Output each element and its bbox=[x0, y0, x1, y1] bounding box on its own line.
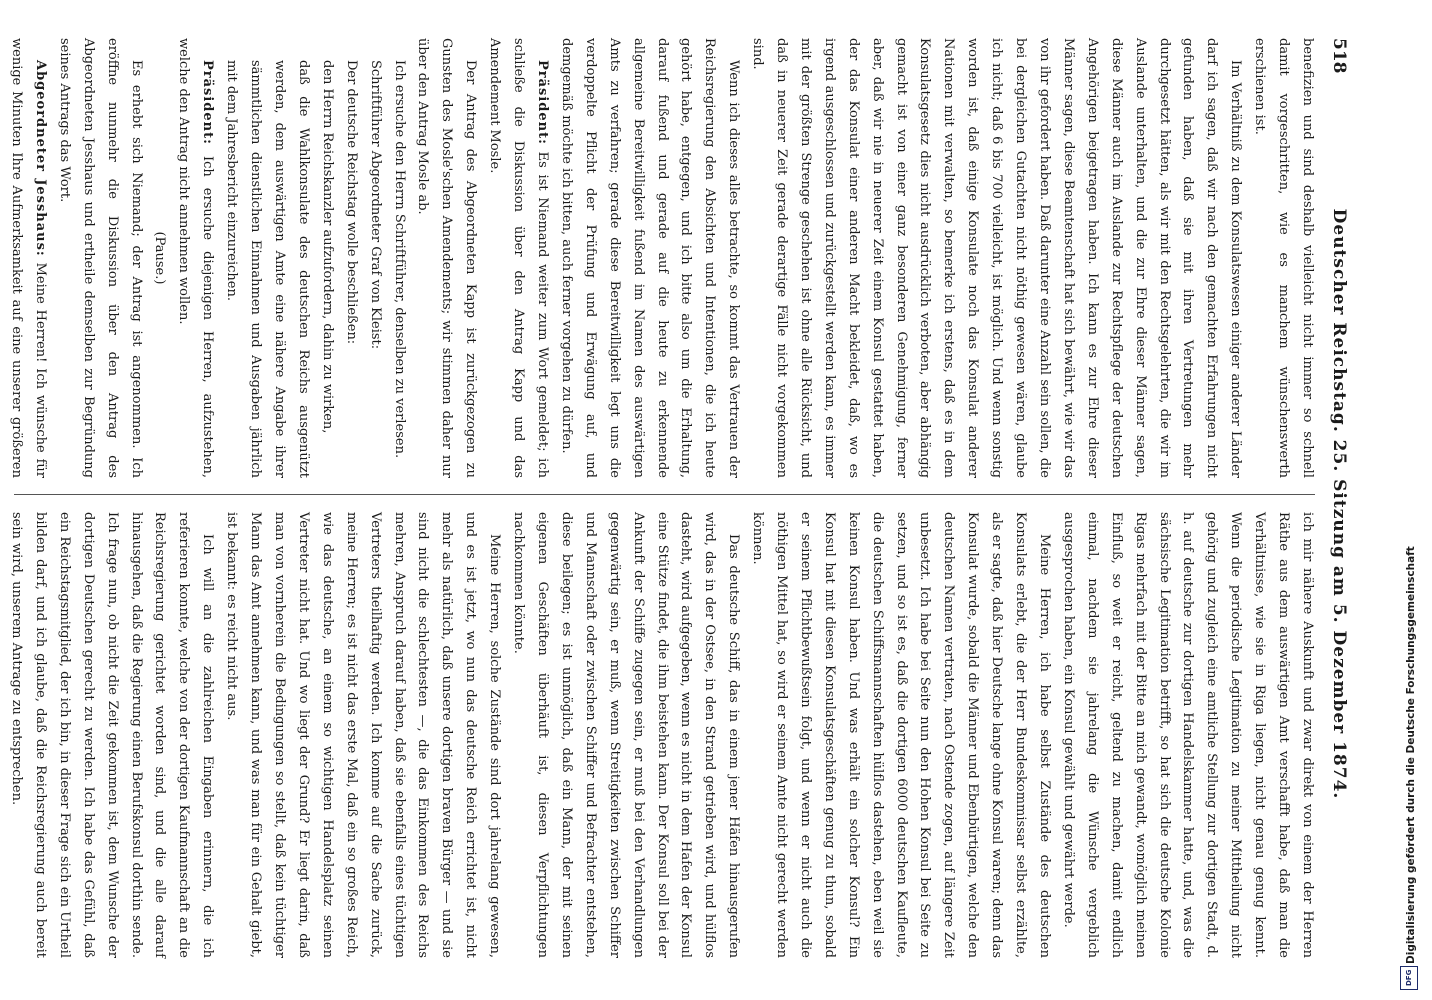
paragraph-text: Wenn ich dieses alles betrachte, so kommt das Vertrauen der Reichsregierung den Absichten und Intentionen, die ich heute gehört habe, entgegen, und ich bitte also um die Erhaltung, darauf fußend und gerade auf die heute zu erkennende allgemeine Bereitwilligkeit fußend im Namen des auswärtigen Amts zu verfahren; gerade diese Bereitwilligkeit legt uns die verdoppelte Pflicht der Prüfung und Erwägung auf, und demgemäß möchte ich bitten, auch ferner vorgehen zu dürfen. bbox=[558, 38, 742, 478]
paragraph bbox=[1247, 38, 1319, 478]
paragraph-text: Meine Herren! Ich wünsche für wenige Minuten Ihre Aufmerksamkeit auf eine unserer größeren bbox=[9, 38, 48, 478]
paragraph bbox=[387, 38, 411, 478]
paragraph-text: Meine Herren, solche Zustände sind dort jahrelang gewesen, und es ist jetzt, wo nun das deutsche Reich errichtet ist, nicht mehr als natürlich, daß unsere dortigen braven Bürger — und sie sind nicht die schlechtesten —, die das Einkommen des Reichs mehren, Anspruch darauf haben, daß sie ebenfalls eines tüchtigen Vertreters theilhaftig werden. Ich komme auf die Sache zurück, meine Herren; es ist nicht das erste Mal, daß ein so großes Reich, wie das deutsche, an einem so wichtigen Handelsplatz seinen Vertreter nicht hat. Und wo liegt der Grund? Er liegt darin, daß man von vornherein die Bedingungen so stellt, daß kein tüchtiger Mann das Amt annehmen kann, und was man für ein Gehalt giebt, ist bekannt: es reicht nicht aus. bbox=[224, 512, 503, 958]
paragraph-text: Der Antrag des Abgeordneten Kapp ist zurückgezogen zu Gunsten des Mosle'schen Amendements; wir stimmen daher nur über den Antrag Mosle ab. bbox=[415, 38, 479, 478]
paragraph bbox=[148, 38, 172, 478]
paragraph bbox=[219, 38, 315, 478]
paragraph bbox=[363, 38, 387, 478]
paragraph-text: (Pause.) bbox=[152, 231, 168, 285]
paragraph-text: den Herrn Reichskanzler aufzufordern, dahin zu wirken, bbox=[319, 60, 335, 434]
paragraph bbox=[482, 38, 554, 478]
speaker-name: Abgeordneter Jesshaus: bbox=[32, 60, 48, 257]
paragraph bbox=[0, 38, 52, 478]
left-column bbox=[9, 38, 1319, 478]
speaker-name: Präsident: bbox=[535, 60, 550, 145]
paragraph bbox=[172, 38, 220, 478]
paragraph bbox=[411, 38, 483, 478]
paragraph bbox=[0, 512, 4, 958]
page-header bbox=[1323, 38, 1349, 970]
paragraph-text: Im Verhältniß zu dem Konsulatswesen einiger anderer Länder darf ich sagen, daß wir nach den gemachten Erfahrungen nicht gefunden haben, daß sie mit ihren Vertretungen mehr durchgesetzt hätten, als wir mit den Rechtsgelehrten, die wir im Auslande unterhalten, und die zur Ehre dieser Männer sagen, diese Männer auch im Auslande zur Rechtspflege der deutschen Angehörigen beigetragen haben. Ich kann es zur Ehre dieser Männer sagen, diese Beamtenschaft hat sich bewährt, wie wir das von ihr gefordert haben. Daß darunter eine Anzahl sein sollen, die bei dergleichen Gutachten nicht nöthig gewesen wären, glaube ich nicht; daß 6 bis 700 vielleicht, ist möglich. Und wenn sonstig worden ist, daß einige Konsulate noch das Konsulat anderer Nationen mit verwalten, so bemerke ich erstens, daß es in dem Konsulatsgesetz dies nicht ausdrücklich verboten, aber abhängig gemacht ist von einer ganz besonderen Genehmigung, ferner aber, daß wir nie in neuerer Zeit einem Konsul gestattet haben, der das Konsulat einer anderen Macht bekleidet, daß, wo es irgend ausgeschlossen und zurückgestellt werden kann, es immer mit der größten Strenge geschehen ist ohne alle Rücksicht, und daß in neuerer Zeit gerade derartige Fälle nicht vorgekommen sind. bbox=[750, 38, 1244, 478]
paragraph bbox=[315, 38, 339, 478]
paragraph-text: benefizien und sind deshalb vielleicht nicht immer so schnell damit vorgeschritten, wie es manchem wünschenswerth erschienen ist. bbox=[1252, 38, 1315, 478]
digitization-credit: Digitalisierung gefördert durch die Deutsche Forschungsgemeinschaft bbox=[1405, 546, 1417, 964]
paragraph-text: Das deutsche Schiff, das in einem jener Häfen hinausgerufen wird, das in der Ostsee, in den Strand getrieben wird, und hülflos dasteht, wird aufgegeben, wenn es nicht in dem Hafen der Konsul eine Stütze findet, die ihm beistehen kann. Der Konsul soll bei der Ankunft der Schiffe zugegen sein, er muß bei den Verhandlungen gegenwärtig sein, er muß, wenn Streitigkeiten zwischen Schiffer und Mannschaft oder zwischen Schiffer und Befrachter entstehen, diese beilegen; es ist unmöglich, daß ein Mann, der mit seinen eigenen Geschäften überhäuft ist, diesen Verpflichtungen nachkommen könnte. bbox=[511, 512, 742, 958]
paragraph-text: Der deutsche Reichstag wolle beschließen: bbox=[343, 60, 359, 345]
paragraph bbox=[506, 512, 745, 958]
paragraph-text: Meine Herren, ich habe selbst Zustände des deutschen Konsulats erlebt, die der Herr Bundeskommissar selbst erzählte, als er sagte, daß hier Deutsche lange ohne Konsul waren; denn das Konsulat wurde, sobald die Männer und Ebenbürtigen, welche den deutschen Namen vertraten, nach Ostende zogen, auf längere Zeit unbesetzt. Ich habe bei Seite nun den Hohen Konsul bei Seite zu setzen, und so ist es, daß die dortigen 6000 deutschen Kaufleute, die deutschen Schiffsmannschaften hülflos dastehen, eben weil sie keinen Konsul haben. Und was erhält ein solcher Konsul? Ein Konsul hat mit diesen Konsulatsgeschäften genug zu thun, sobald er seinem Pflichtbewußtsein folgt, und wenn er nicht auch die nöthigen Mittel hat, so wird er seinem Amte nicht gerecht werden können. bbox=[750, 512, 1053, 958]
paragraph bbox=[339, 38, 363, 478]
paragraph bbox=[745, 512, 1056, 958]
paragraph-text: Ich ersuche den Herrn Schriftführer, denselben zu verlesen. bbox=[391, 60, 407, 459]
paragraph bbox=[1056, 512, 1319, 958]
paragraph bbox=[4, 512, 219, 958]
paragraph-text: Ich will an die zahlreichen Eingaben erinnern, die ich referieren konnte, welche von der dortigen Kaufmannschaft an die Reichsregierung gerichtet worden sind, und die alle darauf hinausgehen, daß die Regierung einen Berufskonsul dorthin sende. Ich frage nun, ob nicht die Zeit gekommen ist, dem Wunsche der dortigen Deutschen gerecht zu werden. Ich habe das Gefühl, daß ein Reichstagsmitglied, der ich bin, in dieser Frage sich ein Urtheil bilden darf, und ich glaube, daß die Reichsregierung auch bereit sein wird, unserem Antrage zu entsprechen. bbox=[9, 512, 216, 958]
paragraph bbox=[745, 38, 1247, 478]
dfg-logo: DFG bbox=[1400, 966, 1418, 990]
right-column bbox=[9, 512, 1319, 958]
paragraph bbox=[219, 512, 506, 958]
paragraph-text: Es ist Niemand weiter zum Wort gemeldet; ich schließe die Diskussion über den Antrag Kapp und das Amendement Mosle. bbox=[487, 38, 550, 478]
paragraph bbox=[554, 38, 745, 478]
paragraph-text: ich mir nähere Auskunft und zwar direkt von einem der Herren Räthe aus dem auswärtigen Amt verschafft habe, daß man die Verhältnisse, wie sie in Riga liegen, nicht genau genug kennt. Wenn die periodische Legitimation zu meiner Mittheilung nicht gehörig und zugleich eine amtliche Stellung zur dortigen Stadt, d. h. auf deutsche zur dortigen Handelskammer hatte, und, was die sächsische Legitimation betrifft, so hat sich die deutsche Kolonie Rigas mehrfach mit der Bitte an mich gewandt, womöglich meinen Einfluß, so weit er reicht, geltend zu machen, damit endlich einmal, nachdem sie jahrelang die Wünsche vergeblich ausgesprochen haben, ein Konsul gewählt und gewährt werde. bbox=[1060, 512, 1315, 958]
page-title: Deutscher Reichstag. 25. Sitzung am 5. Dezember 1874. bbox=[1329, 208, 1349, 800]
paragraph-text: daß die Wahlkonsulate des deutschen Reichs ausgenützt werden, dem auswärtigen Amte eine nähere Angabe ihrer sämmtlichen dienstlichen Einnahmen und Ausgaben jährlich mit dem Jahresbericht einzureichen. bbox=[224, 60, 311, 478]
footer-strip bbox=[1392, 0, 1432, 1000]
column-divider bbox=[14, 494, 1315, 495]
paragraph bbox=[52, 38, 148, 478]
paragraph-text: Es erhebt sich Niemand; der Antrag ist angenommen. Ich eröffne nunmehr die Diskussion über den Antrag des Abgeordneten Jesshaus und ertheile demselben zur Begründung seines Antrags das Wort. bbox=[56, 38, 144, 478]
paragraph-text: Schriftführer Abgeordneter Graf von Kleist: bbox=[367, 60, 383, 350]
speaker-name: Präsident: bbox=[200, 60, 216, 145]
page-number: 518 bbox=[1329, 38, 1349, 74]
paragraph-text: Ich ersuche diejenigen Herren, aufzustehen, welche den Antrag nicht annehmen wollen. bbox=[176, 38, 216, 478]
